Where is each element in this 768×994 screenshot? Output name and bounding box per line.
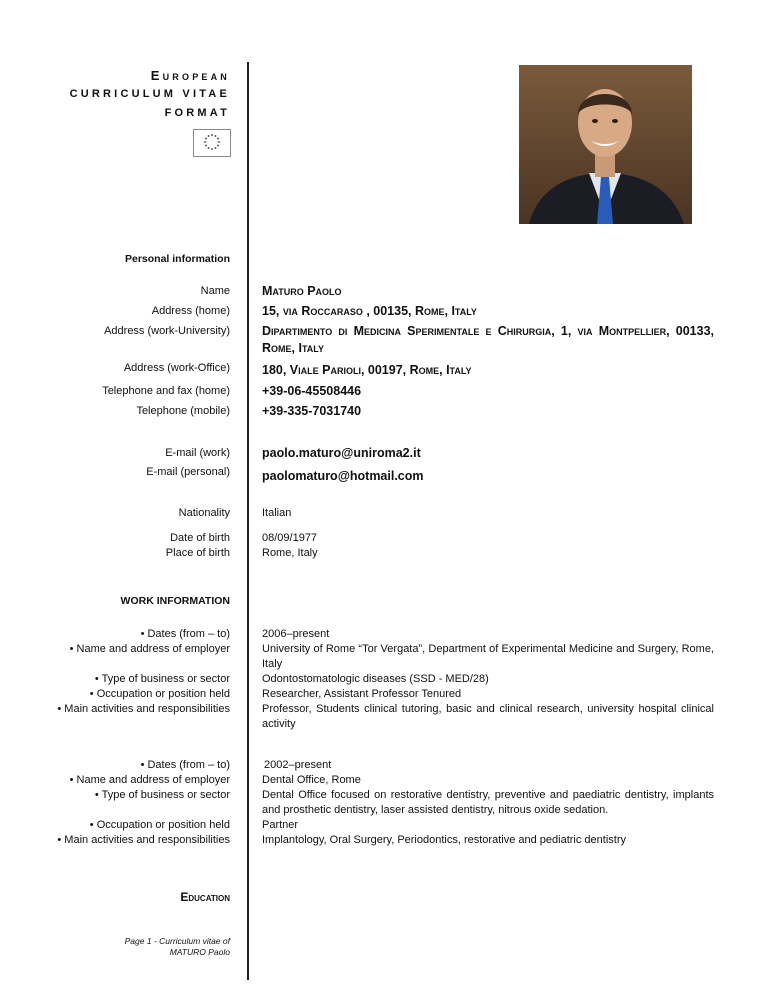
vertical-divider [247,62,249,980]
label-address-university: Address (work-University) [104,325,230,337]
work2-dates: 2002–present [264,759,332,771]
value-email-work: paolo.maturo@uniroma2.it [262,446,421,460]
work2-activities: Implantology, Oral Surgery, Periodontics, restorative and pediatric dentistry [262,834,626,846]
section-personal-information: Personal information [124,253,230,265]
work1-label-dates: • Dates (from – to) [140,628,230,640]
work1-label-activities: • Main activities and responsibilities [57,703,230,715]
work1-employer: University of Rome “Tor Vergata”, Department of Experimental Medicine and Surgery, Rome, Italy [262,643,714,670]
label-date-of-birth: Date of birth [170,532,230,544]
title-line-1: European [150,68,230,83]
work1-label-employer: • Name and address of employer [69,643,230,655]
work2-sector: Dental Office focused on restorative dentistry, preventive and paediatric dentistry, implants and prosthetic dentistry, laser assisted dentistry, nitrous oxide sedation. [262,789,714,816]
profile-photo [519,65,692,224]
work2-label-employer: • Name and address of employer [69,774,230,786]
value-address-university: Dipartimento di Medicina Sperimentale e Chirurgia, 1, via Montpellier, 00133, Rome, Italy [262,324,714,355]
work2-employer: Dental Office, Rome [262,774,361,786]
label-telephone-mobile: Telephone (mobile) [136,405,230,417]
label-address-home: Address (home) [151,305,230,317]
label-place-of-birth: Place of birth [165,547,230,559]
work1-label-sector: • Type of business or sector [94,673,230,685]
work2-label-dates: • Dates (from – to) [140,759,230,771]
label-nationality: Nationality [178,507,230,519]
label-name: Name [200,285,230,297]
value-nationality: Italian [262,507,292,519]
section-education: Education [180,890,230,904]
value-telephone-home: +39-06-45508446 [262,384,362,398]
cv-title [70,66,230,123]
work2-label-sector: • Type of business or sector [94,789,230,801]
work2-label-activities: • Main activities and responsibilities [57,834,230,846]
label-address-office: Address (work-Office) [123,362,230,374]
value-address-home: 15, via Roccaraso , 00135, Rome, Italy [262,304,477,318]
footer-line-1: Page 1 - Curriculum vitae of [124,936,230,946]
value-name: Maturo Paolo [262,284,342,298]
work2-label-position: • Occupation or position held [89,819,230,831]
eu-flag-icon [193,129,231,157]
title-line-2: CURRICULUM VITAE [69,88,230,100]
work2-position: Partner [262,819,299,831]
page-footer [125,936,230,958]
label-email-work: E-mail (work) [165,447,230,459]
footer-line-2: MATURO Paolo [169,947,230,957]
value-email-personal: paolomaturo@hotmail.com [262,469,424,483]
work1-label-position: • Occupation or position held [89,688,230,700]
work1-position: Researcher, Assistant Professor Tenured [262,688,462,700]
section-work-information: WORK INFORMATION [120,595,230,607]
value-place-of-birth: Rome, Italy [262,547,318,559]
value-address-office: 180, Viale Parioli, 00197, Rome, Italy [262,363,472,377]
label-telephone-home: Telephone and fax (home) [102,385,230,397]
work1-dates: 2006–present [262,628,330,640]
title-line-3: FORMAT [164,107,230,119]
work1-sector: Odontostomatologic diseases (SSD - MED/28) [262,673,489,685]
label-email-personal: E-mail (personal) [146,466,230,478]
value-telephone-mobile: +39-335-7031740 [262,404,362,418]
value-date-of-birth: 08/09/1977 [262,532,318,544]
work1-activities: Professor, Students clinical tutoring, basic and clinical research, university hospital clinical activity [262,703,714,730]
